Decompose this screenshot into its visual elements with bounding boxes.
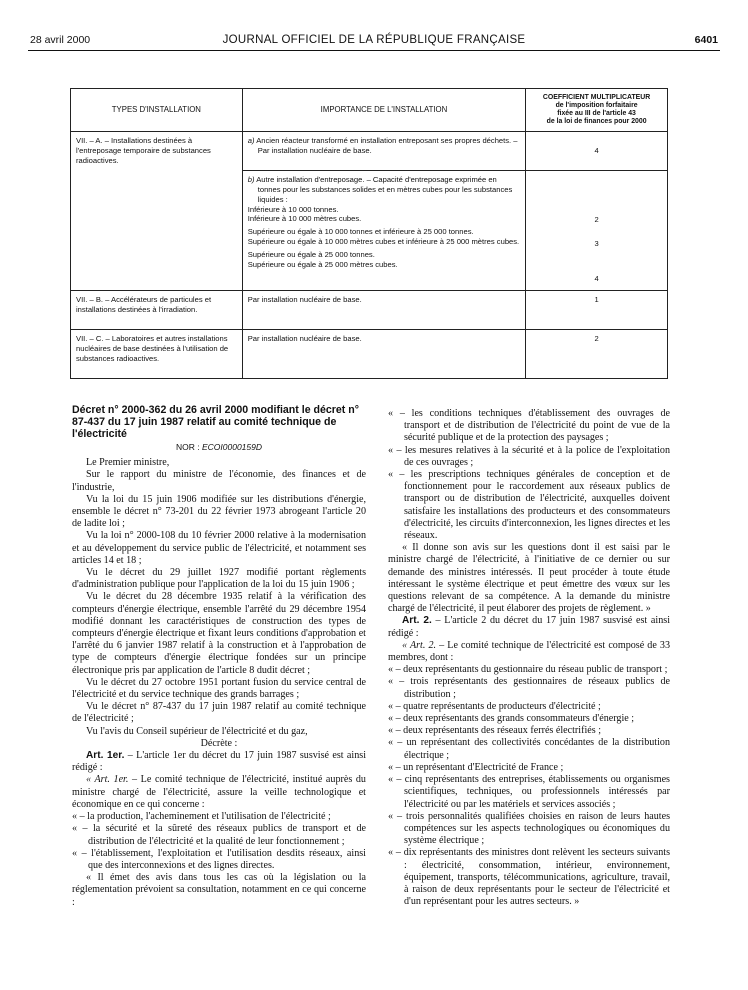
table-row <box>71 291 668 330</box>
header-date: 28 avril 2000 <box>30 34 91 46</box>
decree-title: Décret n° 2000-362 du 26 avril 2000 modifiant le décret n° 87-437 du 17 juin 1987 relatif au comité technique de l'électricité <box>72 404 359 440</box>
list-item: « – deux représentants des grands consommateurs d'énergie ; <box>388 713 635 725</box>
installation-table <box>70 88 668 379</box>
list-item: « – trois personnalités qualifiées choisies en raison de leurs hautes compétences sur les aspects technologiques ou économiques du système électrique ; <box>388 810 670 847</box>
table-row <box>71 330 668 379</box>
table-row <box>71 132 668 171</box>
article-2-quote: « Art. 2. – Le comité technique de l'électricité est composé de 33 membres, dont : <box>388 639 671 664</box>
list-item: « – trois représentants des gestionnaires de réseaux publics de distribution ; <box>388 676 670 700</box>
list-item: « – un représentant d'Electricité de France ; <box>388 761 564 773</box>
paragraph: Vu la loi du 15 juin 1906 modifiée sur les distributions d'énergie, ensemble le décret n° 73-201 du 22 février 1973 abrogeant l'article 20 de ladite loi ; <box>72 493 366 530</box>
list-item: « – les conditions techniques d'établissement des ouvrages de transport et de distribution de l'électricité du point de vue de la sécurité publique et de la protection des paysages ; <box>388 408 670 444</box>
paragraph: Sur le rapport du ministre de l'économie, des finances et de l'industrie, <box>72 469 366 493</box>
paragraph: Vu le décret du 27 octobre 1951 portant fusion du service central de l'électricité et du service technique des grands barrages ; <box>72 676 366 701</box>
list-item: « – les mesures relatives à la sécurité et à la police de l'exploitation de ces ouvrages ; <box>388 444 670 468</box>
row-a-item-b: b) Autre installation d'entreposage. – Capacité d'entreposage exprimée en tonnes pour les substances solides et en mètres cubes pour les substances liquides : Inférieure à 10 000 tonnes. Inférieure à 10 000 mètres cubes. Supérieure ou égale à 10 000 tonnes et inférieure à 25 000 tonnes. Supérieure ou égale à 10 000 mètres cubes et inférieure à 25 000 mètres cubes. Supérieure ou égale à 25 000 tonnes. Supérieure ou égale à 25 000 mètres cubes. <box>242 171 525 291</box>
list-item: « – deux représentants des réseaux ferrés électrifiés ; <box>388 725 601 737</box>
col-header-importance: IMPORTANCE DE L'INSTALLATION <box>242 89 525 132</box>
header-page-number: 6401 <box>694 34 718 46</box>
row-b-type: VII. – B. – Accélérateurs de particules et installations destinées à l'irradiation. <box>71 291 243 330</box>
paragraph: « Il donne son avis sur les questions dont il est saisi par le ministre chargé de l'électricité, à l'initiative de ce dernier ou sur demande des ministres intéressés. Il peut procéder à toute étude intéressant le système électrique et peut émettre des vœux sur les questions relevant de sa compétence. A la demande du ministre chargé de l'électricité, il peut élaborer des projets de règlement. » <box>388 542 670 615</box>
page-header <box>28 34 720 51</box>
table-header-row <box>71 89 668 132</box>
paragraph: Vu l'avis du Conseil supérieur de l'électricité et du gaz, <box>86 725 308 737</box>
article-1-quote: « Art. 1er. – Le comité technique de l'électricité, institué auprès du ministre chargé de l'électricité, assure la veille technologique et économique en ce qui concerne : <box>72 774 366 810</box>
row-b-coef: 1 <box>526 291 668 330</box>
paragraph: Vu le décret du 29 juillet 1927 modifié portant règlements d'administration publique pour l'application de la loi du 15 juin 1906 ; <box>72 567 366 591</box>
row-c-coef: 2 <box>526 330 668 379</box>
paragraph: « Il émet des avis dans tous les cas où la législation ou la réglementation prévoient sa consultation, notamment en ce qui concerne : <box>72 872 366 908</box>
paragraph: Vu le décret du 28 décembre 1935 relatif à la vérification des compteurs d'énergie électrique, ensemble l'arrêté du 29 décembre 1954 modifié donnant les caractéristiques de construction des types de compteurs d'énergie électrique et fixant leurs conditions d'approbation et l'arrêté du 6 janvier 1987 relatif à la construction et à l'approbation de type de compteurs d'énergie électrique fondées sur un principe électronique pris par application de l'article 8 dudit décret ; <box>72 591 366 676</box>
paragraph: Vu la loi n° 2000-108 du 10 février 2000 relative à la modernisation et au développement du service public de l'électricité, et notamment ses articles 14 et 18 ; <box>72 530 366 566</box>
list-item: « – cinq représentants des entreprises, établissements ou organismes scientifiques, techniques, ou professionnels intéressés par l'électricité ou par les matériels et services associés ; <box>388 774 670 810</box>
col-header-coefficient: COEFFICIENT MULTIPLICATEUR de l'imposition forfaitaire fixée au III de l'article 43 de la loi de finances pour 2000 <box>526 89 668 132</box>
list-item: « – la sécurité et la sûreté des réseaux publics de transport et de distribution de l'électricité et la qualité de leur fonctionnement ; <box>72 823 366 847</box>
row-a-type: VII. – A. – Installations destinées à l'entreposage temporaire de substances radioactives. <box>71 132 243 291</box>
row-b-importance: Par installation nucléaire de base. <box>242 291 525 330</box>
paragraph: Le Premier ministre, <box>86 457 170 469</box>
list-item: « – deux représentants du gestionnaire du réseau public de transport ; <box>388 664 668 676</box>
row-a-item-a: a) Ancien réacteur transformé en installation entreposant ses propres déchets. – Par installation nucléaire de base. <box>242 132 525 171</box>
header-journal-title: JOURNAL OFFICIEL DE LA RÉPUBLIQUE FRANÇAISE <box>222 34 526 46</box>
text-column-right <box>388 408 670 908</box>
list-item: « – quatre représentants de producteurs d'électricité ; <box>388 700 601 712</box>
decrete-heading: Décrète : <box>200 737 238 749</box>
row-c-importance: Par installation nucléaire de base. <box>242 330 525 379</box>
list-item: « – dix représentants des ministres dont relèvent les secteurs suivants : électricité, consommation, intérieur, environnement, équipement, transports, télécommunications, agriculture, travail, à raison de deux représentants pour le secteur de l'électricité et d'un représentant pour les autres secteurs. » <box>388 847 670 908</box>
list-item: « – un représentant des collectivités concédantes de la distribution électrique ; <box>388 737 670 761</box>
text-column-left <box>72 404 366 909</box>
list-item: « – les prescriptions techniques générales de conception et de fonctionnement pour le raccordement aux réseaux publics de transport ou de distribution de l'électricité, auxquelles doivent satisfaire les installations des producteurs et des consommateurs d'électricité, les circuits d'interconnexion, les lignes directes et les réseaux. <box>388 469 670 542</box>
list-item: « – l'établissement, l'exploitation et l'utilisation desdits réseaux, ainsi que des interconnexions et des lignes directes. <box>72 847 366 871</box>
col-header-type: TYPES D'INSTALLATION <box>71 89 243 132</box>
article-1: Art. 1er. – L'article 1er du décret du 17 juin 1987 susvisé est ainsi rédigé : <box>72 750 366 774</box>
paragraph: Vu le décret n° 87-437 du 17 juin 1987 relatif au comité technique de l'électricité ; <box>72 701 366 725</box>
nor-reference: NOR : ECOI0000159D <box>175 442 262 452</box>
row-a-item-b-coefs: 2 3 4 <box>526 171 668 291</box>
row-c-type: VII. – C. – Laboratoires et autres installations nucléaires de base destinées à l'utilisation de substances radioactives. <box>71 330 243 379</box>
row-a-item-a-coef: 4 <box>526 132 668 171</box>
list-item: « – la production, l'acheminement et l'utilisation de l'électricité ; <box>72 811 331 823</box>
article-2: Art. 2. – L'article 2 du décret du 17 juin 1987 susvisé est ainsi rédigé : <box>388 615 671 639</box>
